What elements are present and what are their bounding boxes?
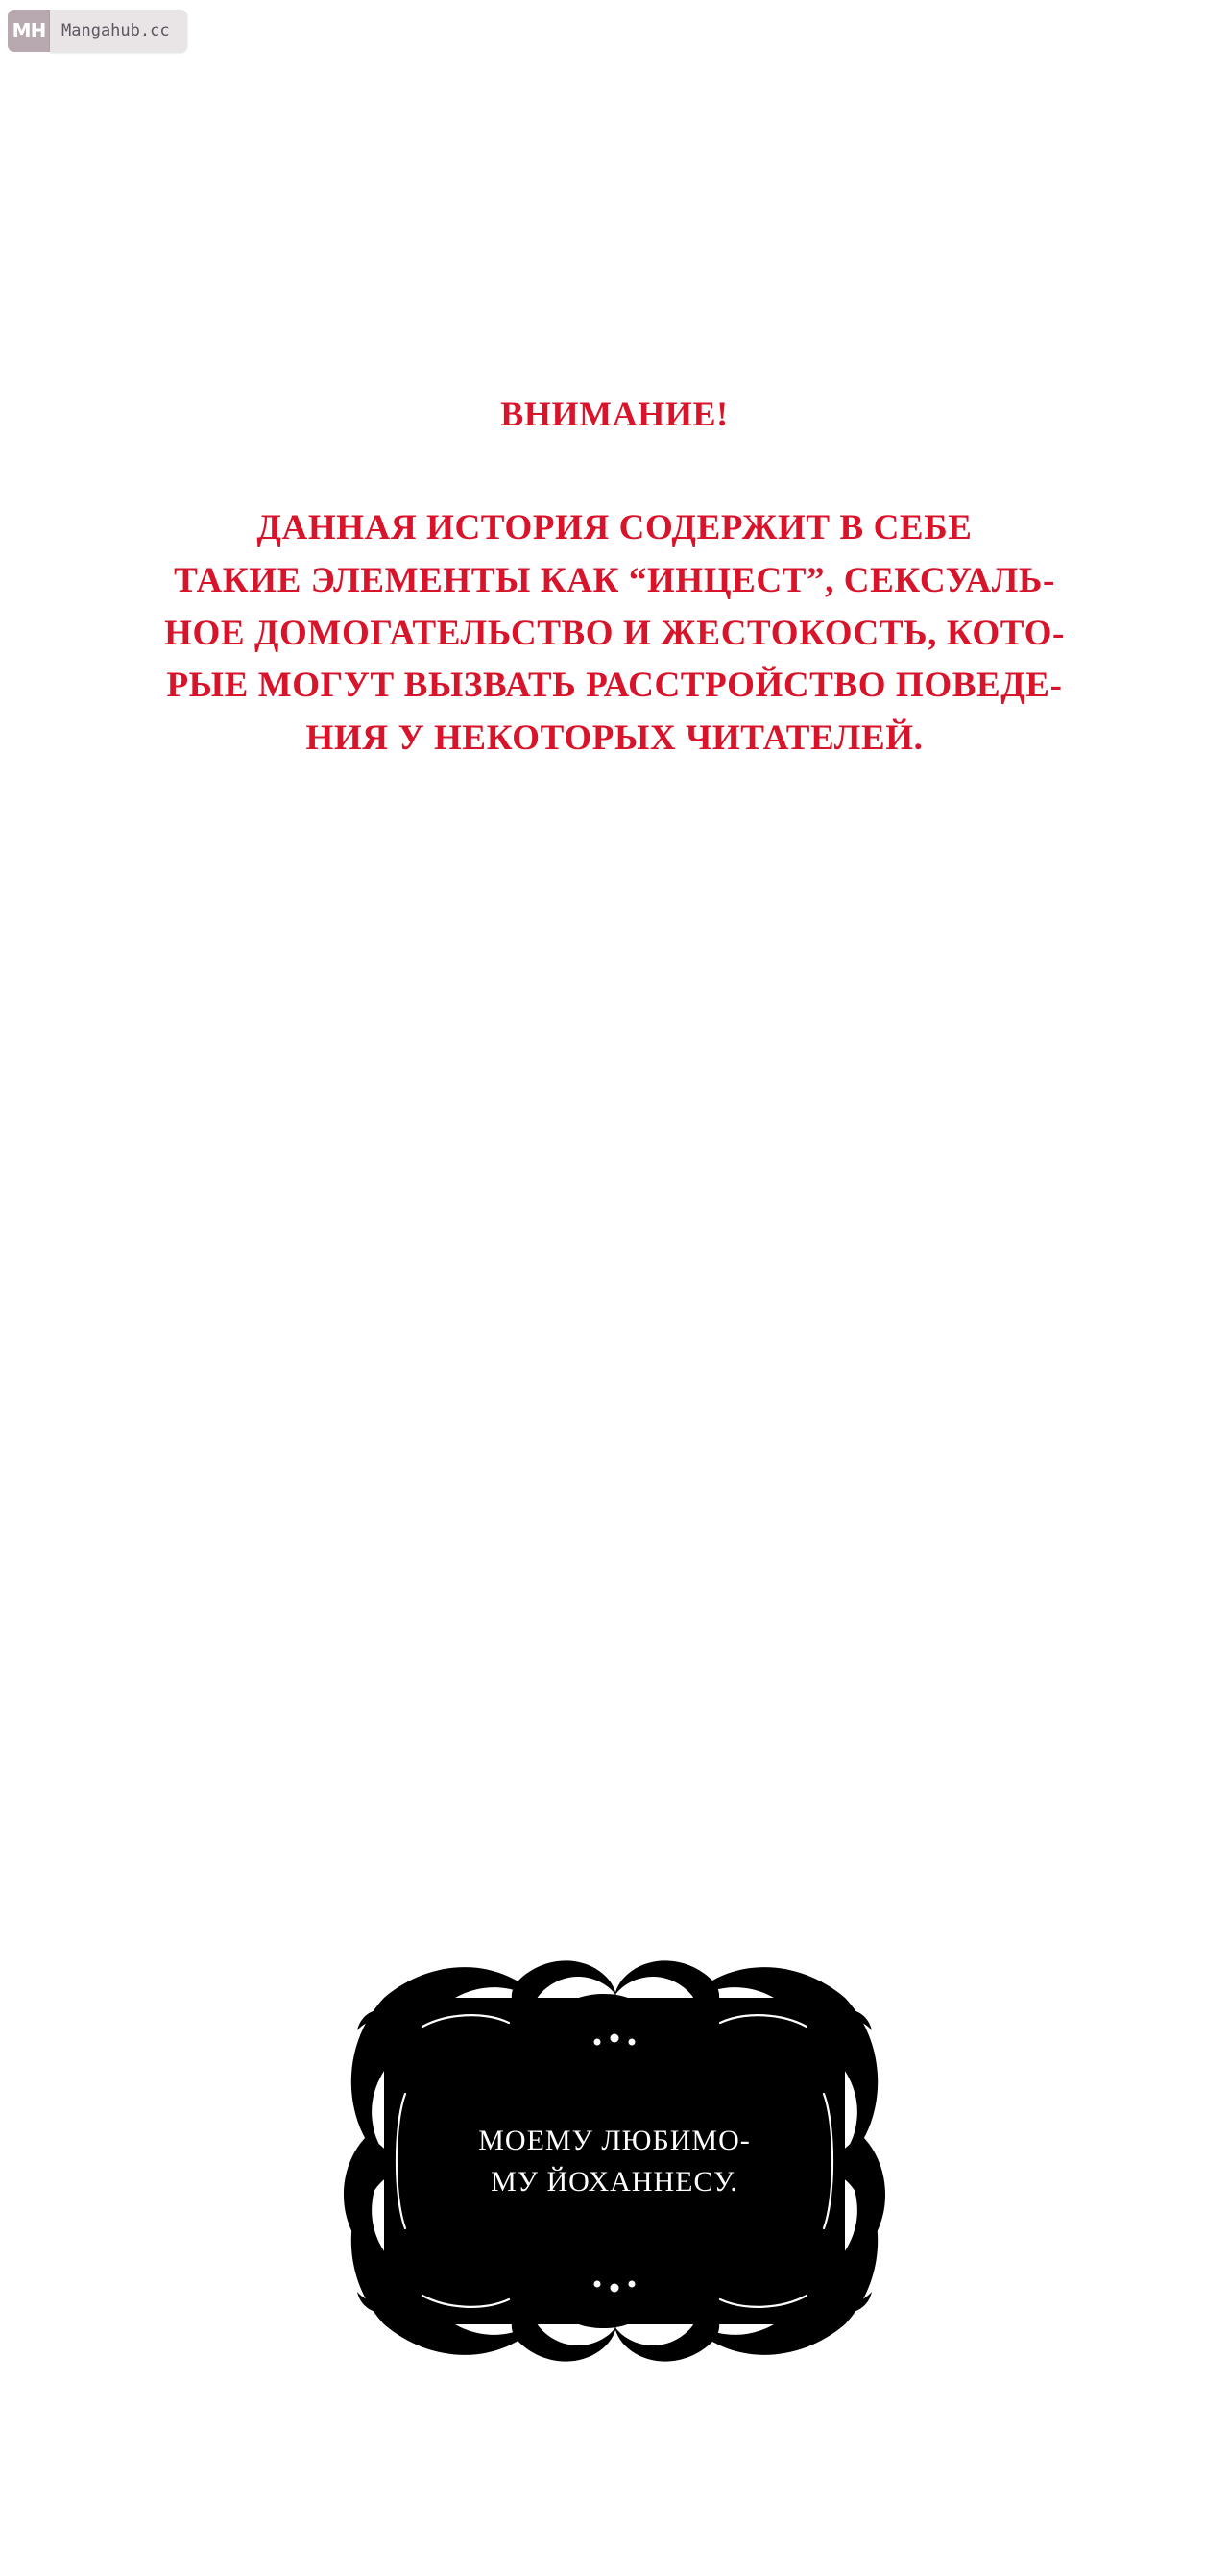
warning-line: НИЯ У НЕКОТОРЫХ ЧИТАТЕЛЕЙ. [305, 718, 924, 759]
warning-line: ДАННАЯ ИСТОРИЯ СОДЕРЖИТ В СЕБЕ [256, 508, 973, 548]
dedication-line: МОЕМУ ЛЮБИМО- [478, 2124, 751, 2156]
watermark-site-label: Mangahub.cc [50, 10, 187, 52]
content-warning-body [0, 502, 1229, 766]
dedication-line: МУ ЙОХАННЕСУ. [491, 2166, 738, 2198]
site-watermark [8, 10, 187, 52]
dedication-plaque [278, 1921, 951, 2401]
content-warning-block [0, 394, 1229, 766]
manga-hub-logo-icon: MH [8, 10, 50, 52]
warning-line: ТАКИЕ ЭЛЕМЕНТЫ КАК “ИНЦЕСТ”, СЕКСУАЛЬ- [174, 560, 1055, 600]
content-warning-title: ВНИМАНИЕ! [500, 395, 729, 433]
warning-line: РЫЕ МОГУТ ВЫЗВАТЬ РАССТРОЙСТВО ПОВЕДЕ- [166, 666, 1063, 706]
warning-line: НОЕ ДОМОГАТЕЛЬСТВО И ЖЕСТОКОСТЬ, КОТО- [164, 613, 1065, 653]
floral-frame-ornament-icon [278, 1921, 951, 2401]
